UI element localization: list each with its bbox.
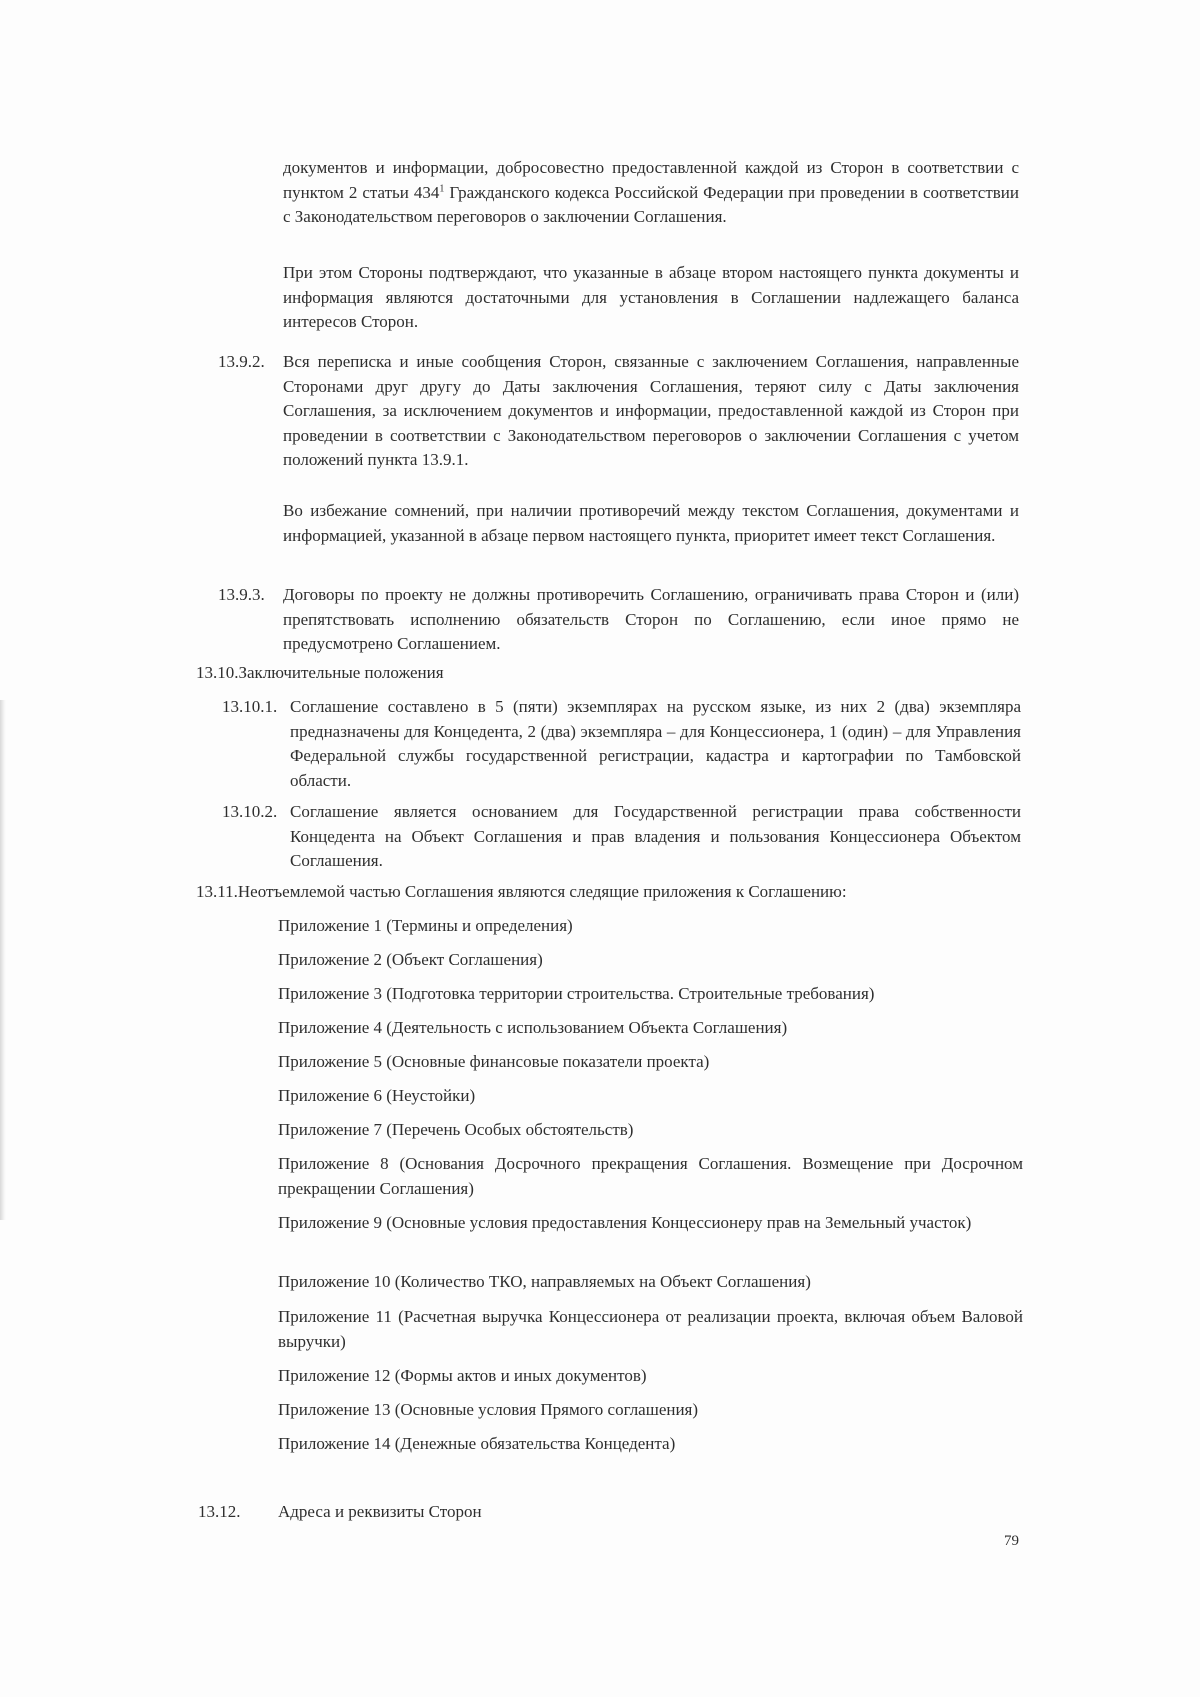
appendix-item: Приложение 8 (Основания Досрочного прекращения Соглашения. Возмещение при Досрочном прекращении Соглашения)	[278, 1154, 1023, 1198]
clause-number-13-10-2: 13.10.2.	[222, 802, 278, 821]
appendix-item: Приложение 4 (Деятельность с использованием Объекта Соглашения)	[278, 1018, 788, 1037]
appendix-item: Приложение 6 (Неустойки)	[278, 1086, 476, 1105]
appendix-item: Приложение 2 (Объект Соглашения)	[278, 950, 543, 969]
clause-13-10-1-text: Соглашение составлено в 5 (пяти) экземплярах на русском языке, из них 2 (два) экземпляра предназначены для Концедента, 2 (два) экземпляра – для Концессионера, 1 (один) – для Управления Федеральной службы государственной регистрации, кадастра и картографии по Тамбовской области.	[290, 697, 1021, 790]
appendix-item: Приложение 13 (Основные условия Прямого соглашения)	[278, 1400, 699, 1419]
clause-number-13-12: 13.12.	[198, 1502, 241, 1521]
clause-13-9-2-text: Вся переписка и иные сообщения Сторон, связанные с заключением Соглашения, направленные Сторонами друг другу до Даты заключения Соглашения, теряют силу с Даты заключения Соглашения, за исключением документов и информации, предоставленной каждой из Сторон при проведении в соответствии с Законодательством переговоров о заключении Соглашения с учетом положений пункта 13.9.1.	[283, 352, 1019, 469]
appendix-item: Приложение 7 (Перечень Особых обстоятельств)	[278, 1120, 634, 1139]
paragraph-text: документов и информации, добросовестно предоставленной каждой из Сторон в соответствии с пунктом 2 статьи 434	[283, 158, 1019, 202]
appendix-item: Приложение 12 (Формы актов и иных документов)	[278, 1366, 647, 1385]
appendix-item: Приложение 3 (Подготовка территории строительства. Строительные требования)	[278, 984, 875, 1003]
footnote-superscript: 1	[439, 182, 445, 194]
appendix-item: Приложение 5 (Основные финансовые показатели проекта)	[278, 1052, 710, 1071]
clause-13-9-3-text: Договоры по проекту не должны противоречить Соглашению, ограничивать права Сторон и (или) препятствовать исполнению обязательств Сторон по Соглашению, если иное прямо не предусмотрено Соглашением.	[283, 585, 1019, 653]
clause-number-13-9-2: 13.9.2.	[218, 352, 265, 371]
paragraph-confirmation: При этом Стороны подтверждают, что указанные в абзаце втором настоящего пункта документы и информация являются достаточными для установления в Соглашении надлежащего баланса интересов Сторон.	[283, 263, 1019, 331]
appendix-item: Приложение 1 (Термины и определения)	[278, 916, 573, 935]
appendix-item: Приложение 11 (Расчетная выручка Концессионера от реализации проекта, включая объем Валовой выручки)	[278, 1307, 1023, 1351]
clause-13-10-2-text: Соглашение является основанием для Государственной регистрации права собственности Концедента на Объект Соглашения и прав владения и пользования Концессионера Объектом Соглашения.	[290, 802, 1021, 870]
appendix-item: Приложение 10 (Количество ТКО, направляемых на Объект Соглашения)	[278, 1272, 811, 1291]
clause-number-13-9-3: 13.9.3.	[218, 585, 265, 604]
clause-13-9-2-second-paragraph: Во избежание сомнений, при наличии противоречий между текстом Соглашения, документами и информацией, указанной в абзаце первом настоящего пункта, приоритет имеет текст Соглашения.	[283, 501, 1019, 545]
section-heading-13-10: 13.10.Заключительные положения	[196, 663, 444, 682]
appendix-item: Приложение 14 (Денежные обязательства Концедента)	[278, 1434, 676, 1453]
section-heading-13-11: 13.11.Неотъемлемой частью Соглашения являются следящие приложения к Соглашению:	[196, 882, 847, 901]
scan-edge-shadow	[0, 700, 6, 1220]
paragraph-text-continued: Гражданского кодекса Российской Федерации при проведении в соответствии с Законодательством переговоров о заключении Соглашения.	[283, 182, 1019, 226]
page-number: 79	[1004, 1533, 1019, 1549]
clause-number-13-10-1: 13.10.1.	[222, 697, 278, 716]
section-heading-13-12: Адреса и реквизиты Сторон	[278, 1502, 482, 1521]
paragraph-documents-tail	[283, 156, 1019, 230]
appendix-item: Приложение 9 (Основные условия предоставления Концессионеру прав на Земельный участок)	[278, 1213, 972, 1232]
